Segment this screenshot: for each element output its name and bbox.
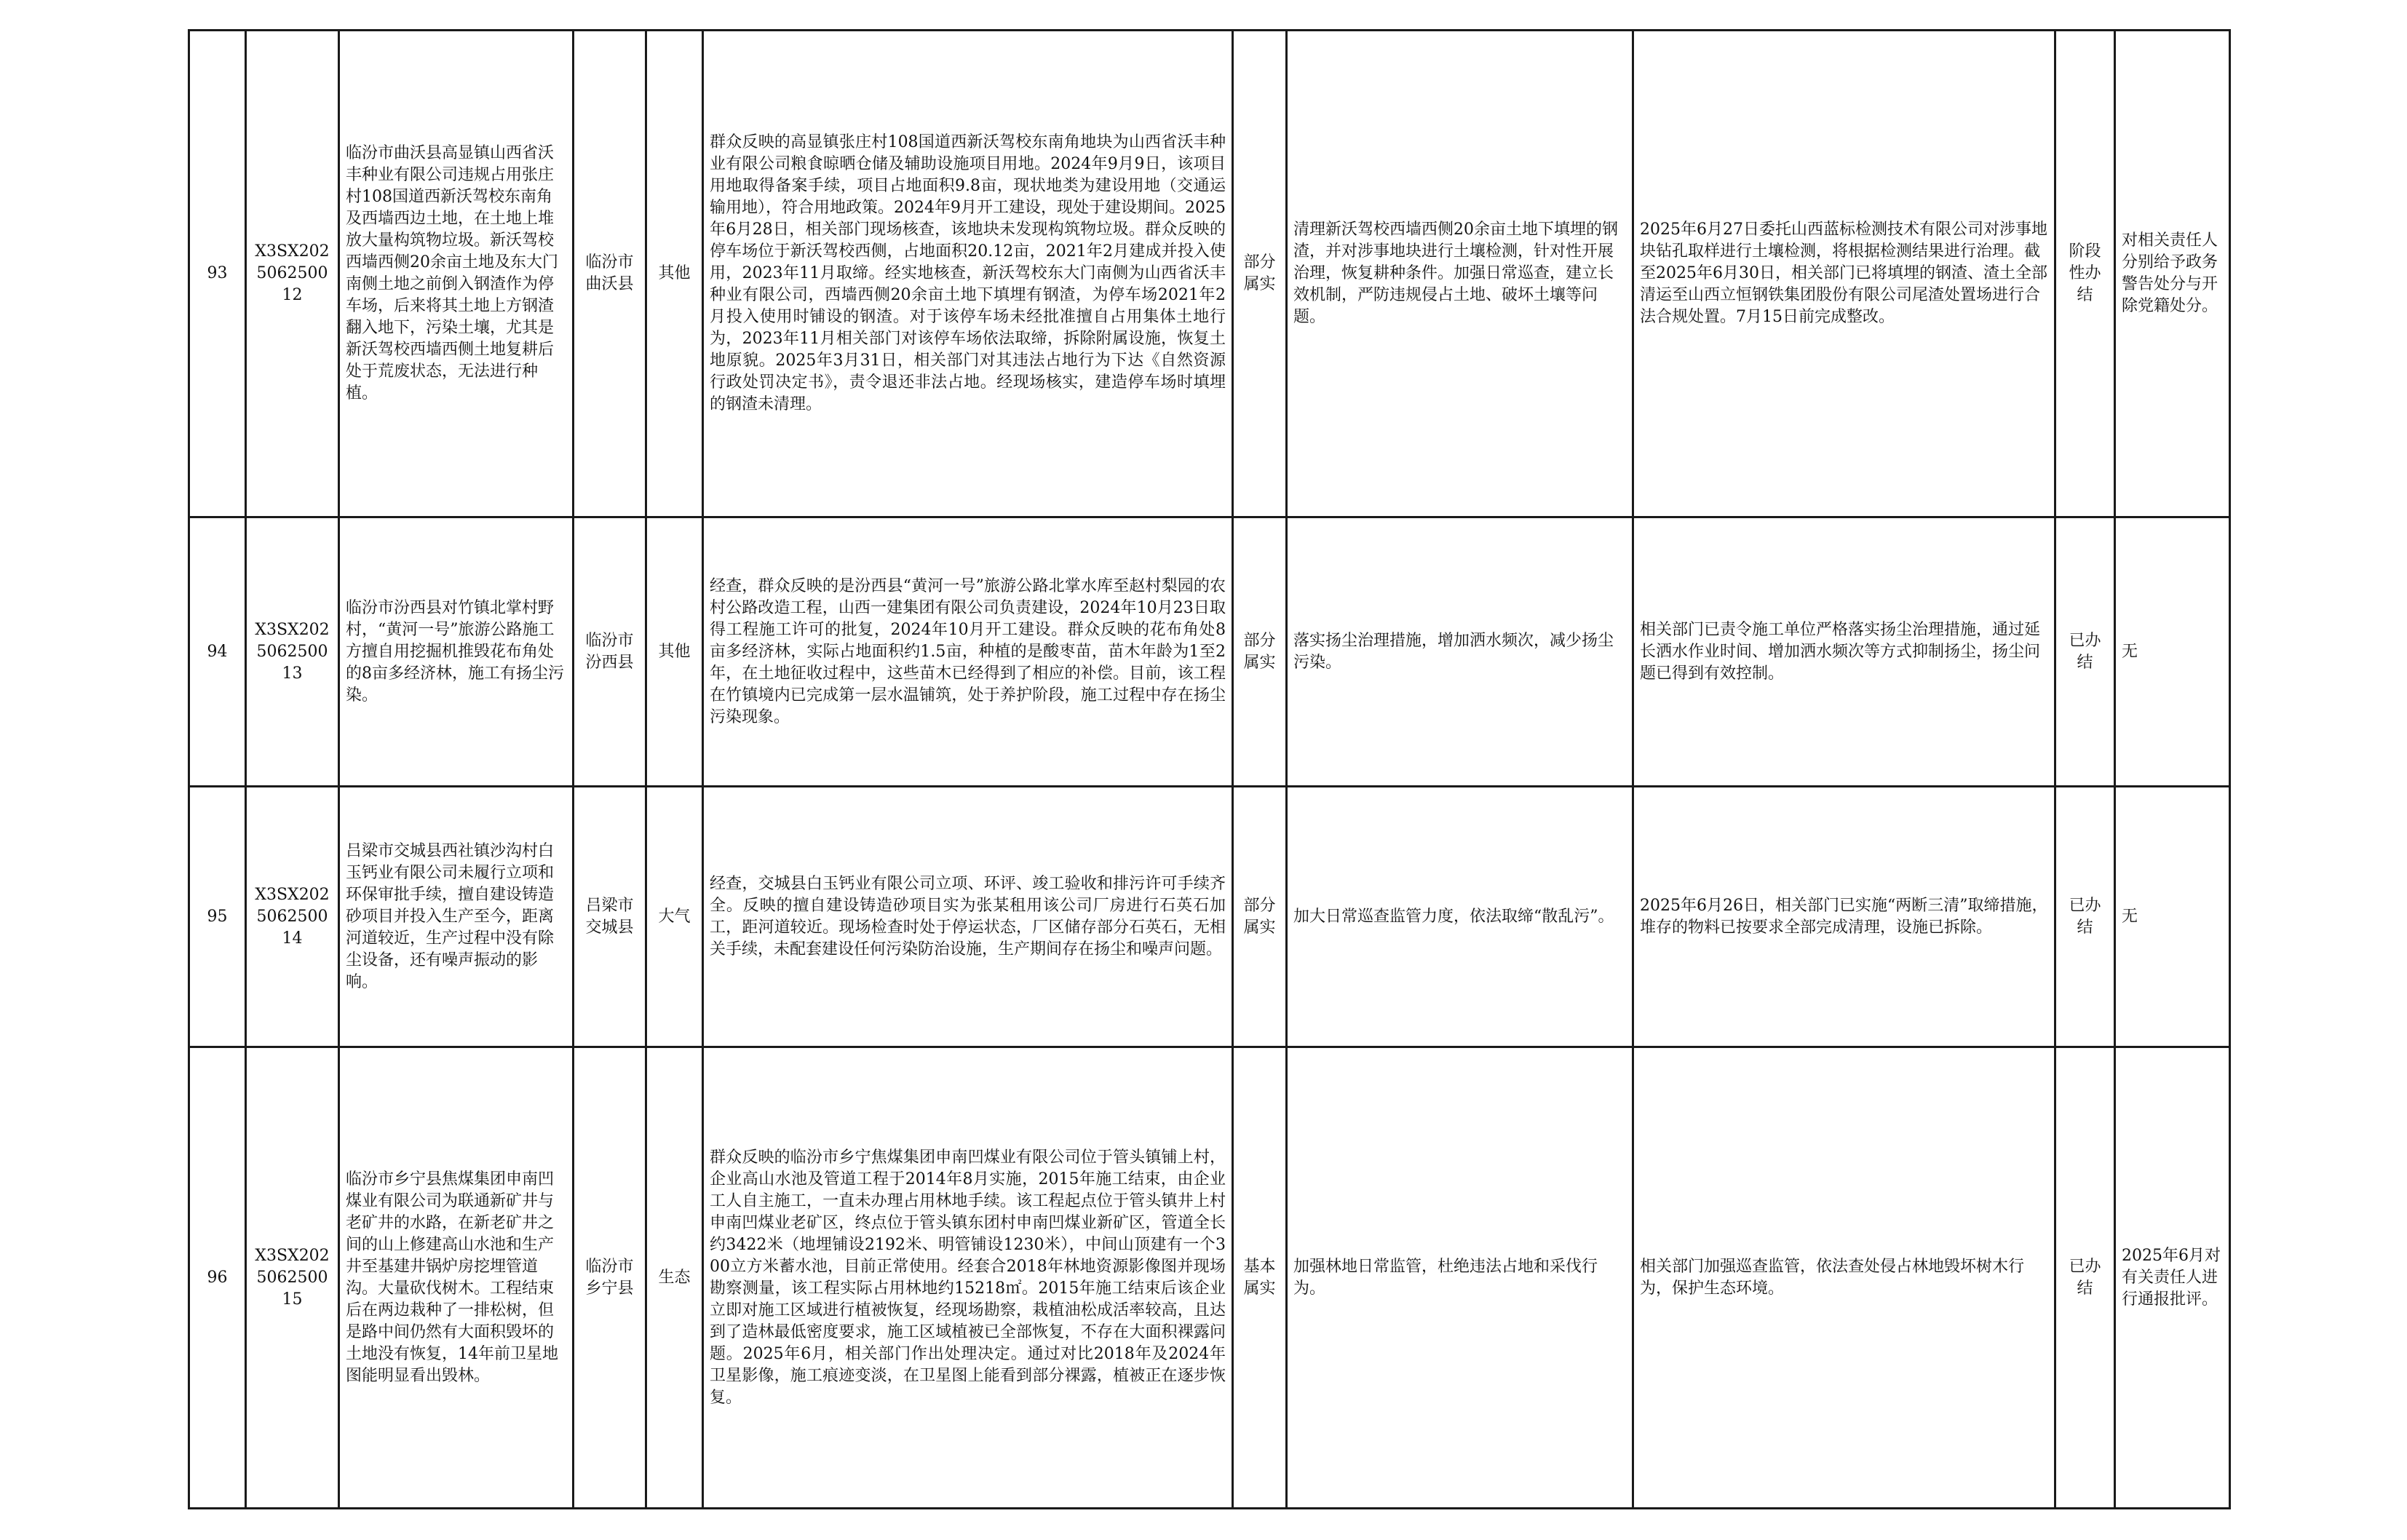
administrative-area: 临汾市乡宁县 [574, 1047, 646, 1509]
case-table [188, 29, 2231, 1509]
pollution-type: 生态 [646, 1047, 703, 1509]
verification-details: 群众反映的临汾市乡宁焦煤集团申南凹煤业有限公司位于管头镇铺上村，企业高山水池及管道工程于2014年8月实施，2015年施工结束，由企业工人自主施工，一直未办理占用林地手续。该工程起点位于管头镇井上村申南凹煤业老矿区，终点位于管头镇东团村申南凹煤业新矿区，管道全长约3422米（地埋铺设2192米、明管铺设1230米），中间山顶建有一个300立方米蓄水池，目前正常使用。经套合2018年林地资源影像图并现场勘察测量，该工程实际占用林地约15218㎡。2015年施工结束后该企业立即对施工区域进行植被恢复，经现场勘察，栽植油松成活率较高，且达到了造林最低密度要求，施工区域植被已全部恢复，不存在大面积裸露问题。2025年6月，相关部门作出处理决定。通过对比2018年及2024年卫星影像，施工痕迹变淡，在卫星图上能看到部分裸露，植被正在逐步恢复。 [703, 1047, 1233, 1509]
table-row [189, 787, 2230, 1047]
pollution-type: 大气 [646, 787, 703, 1047]
administrative-area: 临汾市汾西县 [574, 517, 646, 787]
accountability: 2025年6月对有关责任人进行通报批评。 [2115, 1047, 2230, 1509]
table-row [189, 31, 2230, 517]
complaint-content: 临汾市汾西县对竹镇北掌村野村，“黄河一号”旅游公路施工方擅自用挖掘机推毁花布角处的8亩多经济林，施工有扬尘污染。 [339, 517, 574, 787]
complaint-content: 吕梁市交城县西社镇沙沟村白玉钙业有限公司未履行立项和环保审批手续，擅自建设铸造砂项目并投入生产至今，距离河道较近，生产过程中没有除尘设备，还有噪声振动的影响。 [339, 787, 574, 1047]
administrative-area: 吕梁市交城县 [574, 787, 646, 1047]
closure-status: 已办结 [2055, 1047, 2115, 1509]
table-row [189, 1047, 2230, 1509]
case-code: X3SX202506250015 [246, 1047, 339, 1509]
verification-status: 部分属实 [1233, 31, 1287, 517]
case-number: 94 [189, 517, 246, 787]
complaint-content: 临汾市乡宁县焦煤集团申南凹煤业有限公司为联通新矿井与老矿井的水路，在新老矿井之间的山上修建高山水池和生产井至基建井锅炉房挖埋管道沟。大量砍伐树木。工程结束后在两边栽种了一排松树，但是路中间仍然有大面积毁坏的土地没有恢复，14年前卫星地图能明显看出毁林。 [339, 1047, 574, 1509]
rectification-progress: 2025年6月27日委托山西蓝标检测技术有限公司对涉事地块钻孔取样进行土壤检测，将根据检测结果进行治理。截至2025年6月30日，相关部门已将填埋的钢渣、渣土全部清运至山西立恒钢铁集团股份有限公司尾渣处置场进行合法合规处置。7月15日前完成整改。 [1633, 31, 2055, 517]
verification-status: 基本属实 [1233, 1047, 1287, 1509]
rectification-progress: 2025年6月26日，相关部门已实施“两断三清”取缔措施，堆存的物料已按要求全部完成清理，设施已拆除。 [1633, 787, 2055, 1047]
verification-status: 部分属实 [1233, 517, 1287, 787]
handling-measures: 落实扬尘治理措施，增加洒水频次，减少扬尘污染。 [1287, 517, 1633, 787]
handling-measures: 清理新沃驾校西墙西侧20余亩土地下填埋的钢渣，并对涉事地块进行土壤检测，针对性开展治理，恢复耕种条件。加强日常巡查，建立长效机制，严防违规侵占土地、破坏土壤等问题。 [1287, 31, 1633, 517]
closure-status: 已办结 [2055, 517, 2115, 787]
rectification-progress: 相关部门加强巡查监管，依法查处侵占林地毁坏树木行为，保护生态环境。 [1633, 1047, 2055, 1509]
case-number: 93 [189, 31, 246, 517]
case-code: X3SX202506250012 [246, 31, 339, 517]
table-row [189, 517, 2230, 787]
rectification-progress: 相关部门已责令施工单位严格落实扬尘治理措施，通过延长洒水作业时间、增加洒水频次等方式抑制扬尘，扬尘问题已得到有效控制。 [1633, 517, 2055, 787]
closure-status: 已办结 [2055, 787, 2115, 1047]
accountability: 无 [2115, 787, 2230, 1047]
case-code: X3SX202506250014 [246, 787, 339, 1047]
verification-details: 群众反映的高显镇张庄村108国道西新沃驾校东南角地块为山西省沃丰种业有限公司粮食晾晒仓储及辅助设施项目用地。2024年9月9日，该项目用地取得备案手续，项目占地面积9.8亩，现状地类为建设用地（交通运输用地），符合用地政策。2024年9月开工建设，现处于建设期间。2025年6月28日，相关部门现场核查，该地块未发现构筑物垃圾。群众反映的停车场位于新沃驾校西侧，占地面积20.12亩，2021年2月建成并投入使用，2023年11月取缔。经实地核查，新沃驾校东大门南侧为山西省沃丰种业有限公司，西墙西侧20余亩土地下填埋有钢渣，为停车场2021年2月投入使用时铺设的钢渣。对于该停车场未经批准擅自占用集体土地行为，2023年11月相关部门对该停车场依法取缔，拆除附属设施，恢复土地原貌。2025年3月31日，相关部门对其违法占地行为下达《自然资源行政处罚决定书》，责令退还非法占地。经现场核实，建造停车场时填埋的钢渣未清理。 [703, 31, 1233, 517]
verification-details: 经查，交城县白玉钙业有限公司立项、环评、竣工验收和排污许可手续齐全。反映的擅自建设铸造砂项目实为张某租用该公司厂房进行石英石加工，距河道较近。现场检查时处于停运状态，厂区储存部分石英石，无相关手续，未配套建设任何污染防治设施，生产期间存在扬尘和噪声问题。 [703, 787, 1233, 1047]
handling-measures: 加强林地日常监管，杜绝违法占地和采伐行为。 [1287, 1047, 1633, 1509]
closure-status: 阶段性办结 [2055, 31, 2115, 517]
accountability: 对相关责任人分别给予政务警告处分与开除党籍处分。 [2115, 31, 2230, 517]
pollution-type: 其他 [646, 517, 703, 787]
pollution-type: 其他 [646, 31, 703, 517]
verification-details: 经查，群众反映的是汾西县“黄河一号”旅游公路北掌水库至赵村梨园的农村公路改造工程，山西一建集团有限公司负责建设，2024年10月23日取得工程施工许可的批复，2024年10月开工建设。群众反映的花布角处8亩多经济林，实际占地面积约1.5亩，种植的是酸枣苗，苗木年龄为1至2年，在土地征收过程中，这些苗木已经得到了相应的补偿。目前，该工程在竹镇境内已完成第一层水温铺筑，处于养护阶段，施工过程中存在扬尘污染现象。 [703, 517, 1233, 787]
complaint-content: 临汾市曲沃县高显镇山西省沃丰种业有限公司违规占用张庄村108国道西新沃驾校东南角及西墙西边土地，在土地上堆放大量构筑物垃圾。新沃驾校西墙西侧20余亩土地及东大门南侧土地之前倒入钢渣作为停车场，后来将其土地上方钢渣翻入地下，污染土壤，尤其是新沃驾校西墙西侧土地复耕后处于荒废状态，无法进行种植。 [339, 31, 574, 517]
case-number: 96 [189, 1047, 246, 1509]
case-code: X3SX202506250013 [246, 517, 339, 787]
verification-status: 部分属实 [1233, 787, 1287, 1047]
accountability: 无 [2115, 517, 2230, 787]
handling-measures: 加大日常巡查监管力度，依法取缔“散乱污”。 [1287, 787, 1633, 1047]
case-number: 95 [189, 787, 246, 1047]
administrative-area: 临汾市曲沃县 [574, 31, 646, 517]
